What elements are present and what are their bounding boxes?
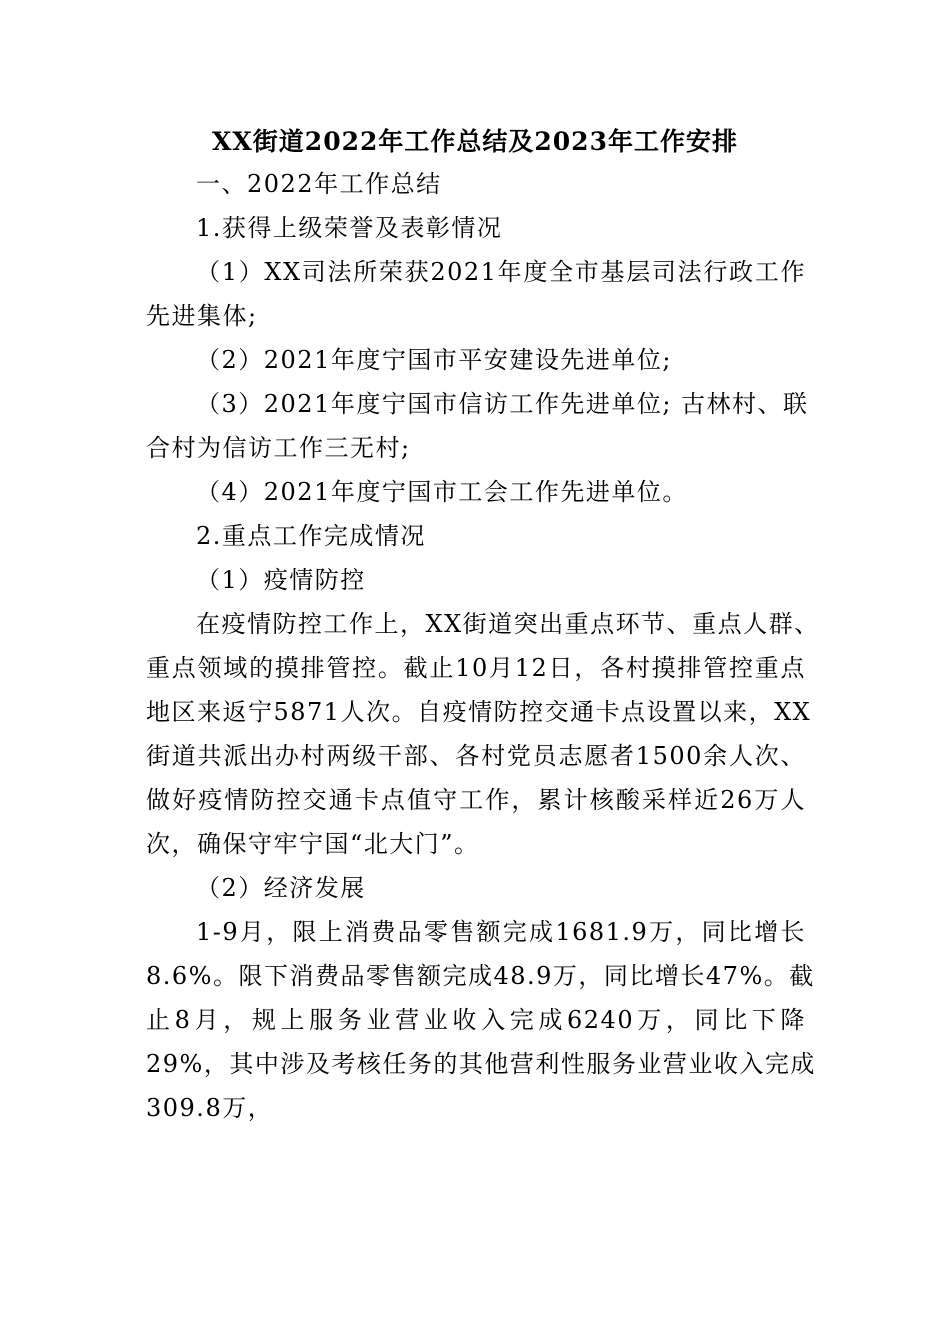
paragraph-line: 29%，其中涉及考核任务的其他营利性服务业营业收入完成 [146,1050,816,1078]
item-heading: （2）经济发展 [196,874,366,902]
paragraph-line: 止8月，规上服务业营业收入完成6240万，同比下降 [146,1006,806,1034]
document-title: XX街道2022年工作总结及2023年工作安排 [212,127,738,156]
paragraph-line: （2）2021年度宁国市平安建设先进单位; [196,346,672,374]
paragraph-line: 309.8万， [146,1094,274,1122]
paragraph-line: 先进集体; [146,302,258,330]
paragraph-line: 在疫情防控工作上，XX街道突出重点环节、重点人群、 [196,610,820,638]
paragraph-line: 8.6%。限下消费品零售额完成48.9万，同比增长47%。截 [146,962,815,990]
subsection-heading: 2.重点工作完成情况 [196,522,426,550]
paragraph-line: 1-9月，限上消费品零售额完成1681.9万，同比增长 [196,918,806,946]
paragraph-line: 重点领域的摸排管控。截止10月12日，各村摸排管控重点 [146,654,806,682]
paragraph-line: 地区来返宁5871人次。自疫情防控交通卡点设置以来，XX [146,698,812,726]
paragraph-line: 街道共派出办村两级干部、各村党员志愿者1500余人次、 [146,742,806,770]
paragraph-line: （3）2021年度宁国市信访工作先进单位; 古林村、联 [196,390,809,418]
section-heading: 一、2022年工作总结 [196,170,442,198]
paragraph-line: （1）XX司法所荣获2021年度全市基层司法行政工作 [196,258,806,286]
item-heading: （1）疫情防控 [196,566,366,594]
paragraph-line: 合村为信访工作三无村; [146,434,411,462]
paragraph-line: （4）2021年度宁国市工会工作先进单位。 [196,478,688,506]
paragraph-line: 次，确保守牢宁国“北大门”。 [146,830,480,858]
subsection-heading: 1.获得上级荣誉及表彰情况 [196,214,503,242]
paragraph-line: 做好疫情防控交通卡点值守工作，累计核酸采样近26万人 [146,786,806,814]
